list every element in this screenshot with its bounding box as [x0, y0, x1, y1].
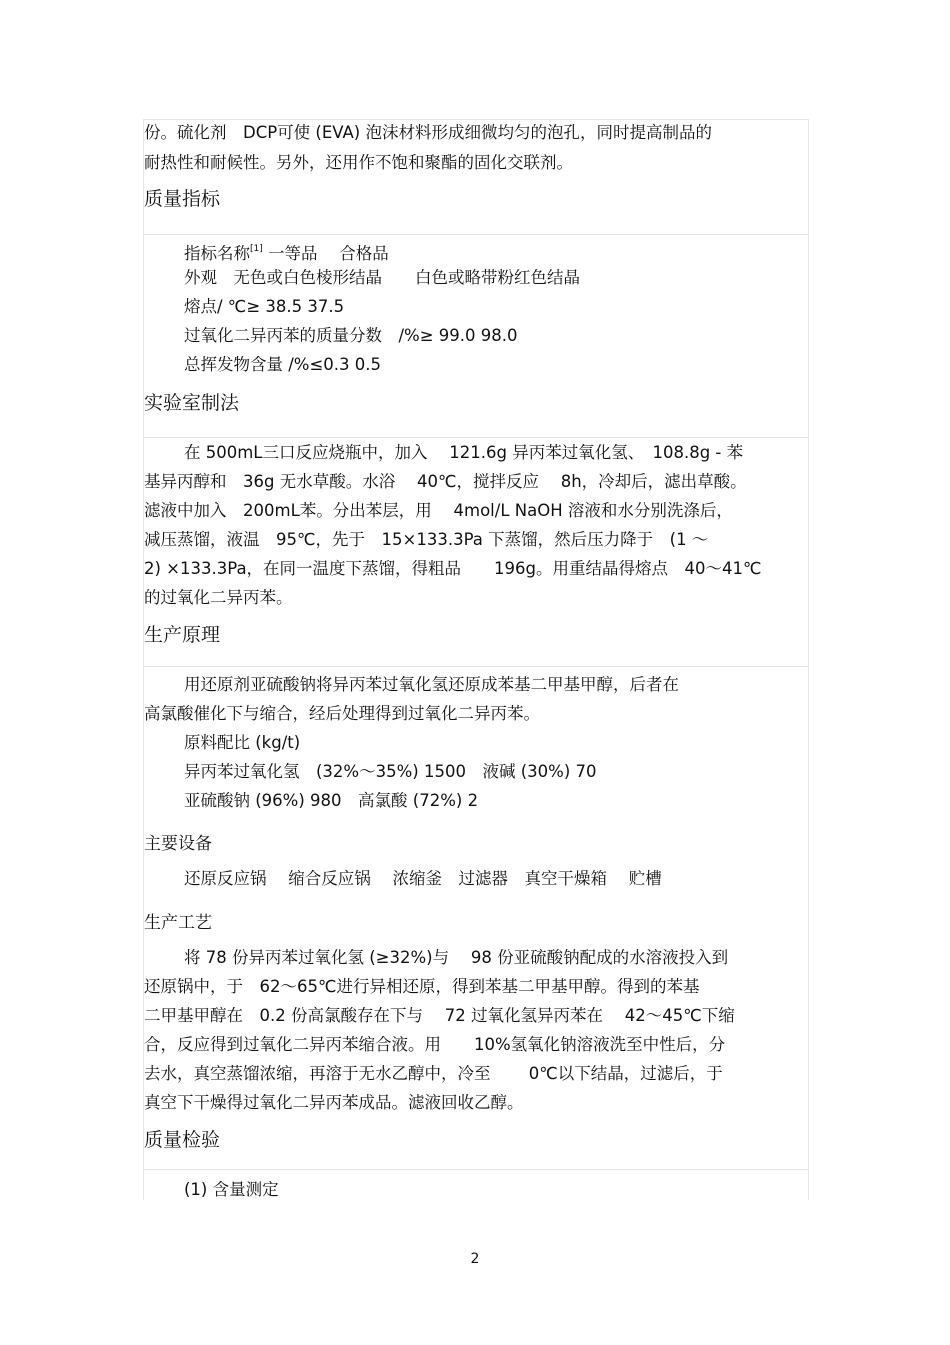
page-number: 2: [470, 1251, 480, 1267]
paragraph-line: 高氯酸催化下与缩合，经后处理得到过氧化二异丙苯。: [144, 704, 540, 723]
quality-index-row: 总挥发物含量 /%≤0.3 0.5: [184, 355, 382, 374]
section-divider: [143, 437, 808, 438]
quality-index-row: 外观 无色或白色棱形结晶 白色或略带粉红色结晶: [184, 268, 580, 287]
section-divider: [143, 666, 808, 667]
paragraph-line: 在 500mL三口反应烧瓶中，加入 121.6g 异丙苯过氧化氢、 108.8g - 苯: [184, 443, 744, 462]
ratio-title: 原料配比 (kg/t): [184, 733, 301, 752]
paragraph-line: 减压蒸馏，液温 95℃，先于 15×133.3Pa 下蒸馏，然后压力降于 (1 ～: [144, 530, 709, 549]
paragraph-line: 用还原剂亚硫酸钠将异丙苯过氧化氢还原成苯基二甲基甲醇，后者在: [184, 675, 679, 694]
paragraph-line: 2) ×133.3Pa，在同一温度下蒸馏，得粗品 196g。用重结晶得熔点 40～41℃: [144, 559, 762, 578]
paragraph-line: 合，反应得到过氧化二异丙苯缩合液。用 10%氢氧化钠溶液洗至中性后，分: [144, 1035, 726, 1054]
section-heading-principle: 生产原理: [144, 624, 221, 646]
paragraph-line: 去水，真空蒸馏浓缩，再溶于无水乙醇中，冷至 0℃以下结晶，过滤后，于: [144, 1064, 723, 1083]
section-heading-quality-index: 质量指标: [144, 188, 221, 210]
quality-index-row: 过氧化二异丙苯的质量分数 /%≥ 99.0 98.0: [184, 326, 518, 345]
section-divider: [143, 234, 808, 235]
section-heading-equipment: 主要设备: [144, 834, 212, 854]
paragraph-line: 份。硫化剂 DCP可使 (EVA) 泡沫材料形成细微均匀的泡孔，同时提高制品的: [144, 123, 712, 142]
paragraph-line: 的过氧化二异丙苯。: [144, 588, 293, 607]
section-heading-process: 生产工艺: [144, 913, 212, 933]
paragraph-line: 二甲基甲醇在 0.2 份高氯酸存在下与 72 过氧化氢异丙苯在 42～45℃下缩: [144, 1006, 735, 1025]
paragraph-line: 将 78 份异丙苯过氧化氢 (≥32%)与 98 份亚硫酸钠配成的水溶液投入到: [184, 948, 729, 967]
ratio-row: 异丙苯过氧化氢 (32%～35%) 1500 液碱 (30%) 70: [184, 762, 597, 781]
quality-index-header-row: [184, 238, 389, 265]
section-heading-quality-test: 质量检验: [144, 1129, 221, 1151]
paragraph-line: 耐热性和耐候性。另外，还用作不饱和聚酯的固化交联剂。: [144, 153, 573, 172]
equipment-list: 还原反应锅 缩合反应锅 浓缩釜 过滤器 真空干燥箱 贮槽: [184, 869, 662, 888]
paragraph-line: 还原锅中，于 62～65℃进行异相还原，得到苯基二甲基甲醇。得到的苯基: [144, 977, 700, 996]
paragraph-line: 真空下干燥得过氧化二异丙苯成品。滤液回收乙醇。: [144, 1093, 524, 1112]
quality-index-row: 熔点/ ℃≥ 38.5 37.5: [184, 297, 345, 316]
section-divider: [143, 1169, 808, 1170]
ratio-row: 亚硫酸钠 (96%) 980 高氯酸 (72%) 2: [184, 791, 479, 810]
paragraph-line: 基异丙醇和 36g 无水草酸。水浴 40℃，搅拌反应 8h，冷却后，滤出草酸。: [144, 472, 747, 491]
grade-columns: 一等品 合格品: [262, 244, 389, 263]
section-heading-lab-method: 实验室制法: [144, 392, 240, 414]
paragraph-line: 滤液中加入 200mL苯。分出苯层，用 4mol/L NaOH 溶液和水分别洗涤后，: [144, 501, 733, 520]
reference-mark: [1]: [250, 244, 263, 254]
index-name-label: 指标名称: [184, 244, 250, 263]
test-item: (1) 含量测定: [184, 1180, 279, 1199]
